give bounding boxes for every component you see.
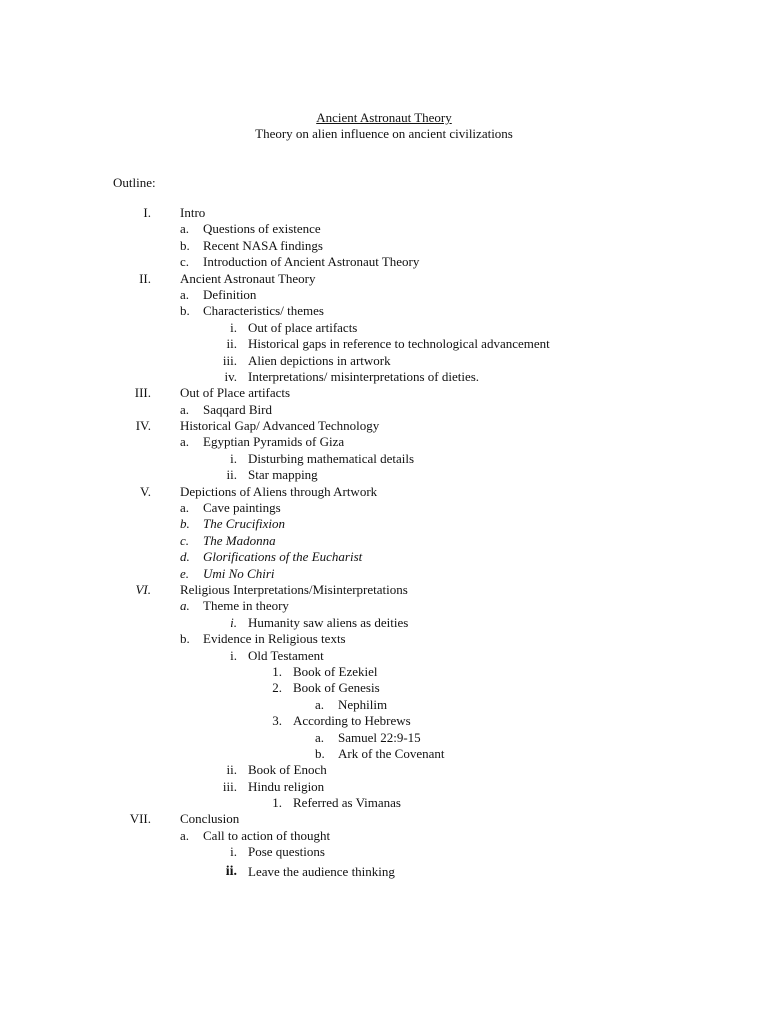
- outline-marker: V.: [140, 483, 151, 499]
- outline-item: [0, 451, 768, 467]
- outline-item: [0, 221, 768, 237]
- outline-marker: a.: [180, 401, 190, 417]
- outline-text: Nephilim: [338, 696, 388, 712]
- outline-text: The Madonna: [203, 532, 276, 548]
- outline-item: [0, 516, 768, 532]
- outline-marker: ii.: [226, 336, 237, 352]
- outline-marker: iii.: [222, 778, 237, 794]
- outline-text: Leave the audience thinking: [248, 863, 395, 879]
- outline-text: Theme in theory: [203, 598, 289, 614]
- outline-marker: a.: [180, 286, 190, 302]
- outline-item: [0, 762, 768, 778]
- outline-list: [0, 205, 768, 881]
- outline-marker: e.: [180, 565, 190, 581]
- outline-text: Interpretations/ misinterpretations of dieties.: [248, 368, 480, 384]
- outline-marker: ii.: [226, 467, 237, 483]
- outline-marker: VII.: [129, 811, 151, 827]
- outline-marker: II.: [139, 270, 151, 286]
- outline-item: [0, 598, 768, 614]
- outline-marker: I.: [143, 205, 151, 220]
- outline-marker: 1.: [272, 795, 282, 811]
- outline-item: [0, 664, 768, 680]
- outline-marker: a.: [180, 221, 190, 237]
- outline-marker: a.: [180, 827, 190, 843]
- outline-marker: b.: [180, 303, 190, 319]
- outline-label: Outline:: [113, 175, 156, 190]
- outline-marker: c.: [180, 532, 190, 548]
- outline-marker: b.: [180, 516, 190, 532]
- outline-text: The Crucifixion: [203, 516, 285, 532]
- outline-marker: a.: [315, 696, 325, 712]
- outline-text: Intro: [180, 205, 206, 220]
- outline-marker: ii.: [225, 863, 237, 879]
- outline-text: Call to action of thought: [203, 827, 331, 843]
- outline-marker: iv.: [224, 368, 237, 384]
- outline-marker: b.: [315, 745, 325, 761]
- outline-marker: a.: [180, 500, 190, 516]
- outline-item: [0, 484, 768, 500]
- outline-item: [0, 648, 768, 664]
- outline-text: Book of Enoch: [248, 762, 327, 778]
- outline-text: Introduction of Ancient Astronaut Theory: [203, 254, 420, 270]
- outline-text: Book of Genesis: [293, 680, 380, 696]
- outline-text: Characteristics/ themes: [203, 303, 324, 319]
- outline-item: [0, 566, 768, 582]
- outline-item: [0, 533, 768, 549]
- outline-item: [0, 418, 768, 434]
- outline-text: Star mapping: [248, 467, 318, 483]
- outline-item: [0, 549, 768, 565]
- outline-item: [0, 697, 768, 713]
- document-subtitle: Theory on alien influence on ancient civilizations: [255, 126, 513, 141]
- outline-marker: a.: [315, 729, 325, 745]
- outline-text: Historical gaps in reference to technological advancement: [248, 336, 550, 352]
- outline-item: [0, 615, 768, 631]
- outline-item: [0, 287, 768, 303]
- outline-text: Depictions of Aliens through Artwork: [180, 483, 378, 499]
- outline-item: [0, 238, 768, 254]
- outline-marker: VI.: [135, 581, 151, 597]
- outline-text: Pose questions: [248, 844, 325, 860]
- outline-marker: III.: [134, 385, 151, 401]
- outline-item: [0, 467, 768, 483]
- outline-marker: c.: [180, 254, 190, 270]
- outline-text: Book of Ezekiel: [293, 663, 378, 679]
- outline-marker: 3.: [272, 713, 282, 729]
- outline-item: [0, 861, 768, 881]
- outline-marker: a.: [180, 598, 190, 614]
- outline-item: [0, 779, 768, 795]
- outline-marker: IV.: [135, 418, 151, 434]
- outline-item: [0, 795, 768, 811]
- outline-text: Out of Place artifacts: [180, 385, 291, 401]
- outline-text: Recent NASA findings: [203, 237, 323, 253]
- outline-marker: i.: [230, 647, 237, 663]
- outline-text: Historical Gap/ Advanced Technology: [180, 418, 380, 434]
- outline-item: [0, 434, 768, 450]
- outline-item: [0, 730, 768, 746]
- outline-text: Disturbing mathematical details: [248, 450, 415, 466]
- document-title: Ancient Astronaut Theory: [316, 110, 452, 125]
- outline-marker: b.: [180, 237, 190, 253]
- outline-marker: a.: [180, 434, 190, 450]
- outline-text: Alien depictions in artwork: [248, 352, 391, 368]
- outline-item: [0, 320, 768, 336]
- outline-text: Hindu religion: [248, 778, 325, 794]
- outline-text: Glorifications of the Eucharist: [203, 549, 363, 565]
- outline-text: Ark of the Covenant: [338, 745, 445, 761]
- outline-text: Umi No Chiri: [203, 565, 275, 581]
- outline-text: Definition: [203, 286, 257, 302]
- outline-marker: b.: [180, 631, 190, 647]
- outline-item: [0, 713, 768, 729]
- outline-marker: iii.: [222, 352, 237, 368]
- outline-item: [0, 353, 768, 369]
- outline-item: [0, 369, 768, 385]
- outline-marker: d.: [180, 549, 190, 565]
- outline-marker: i.: [230, 319, 237, 335]
- outline-text: Referred as Vimanas: [293, 795, 401, 811]
- outline-marker: i.: [230, 844, 237, 860]
- outline-item: [0, 582, 768, 598]
- outline-text: Out of place artifacts: [248, 319, 358, 335]
- outline-text: Religious Interpretations/Misinterpretations: [180, 581, 408, 597]
- outline-marker: i.: [230, 450, 237, 466]
- outline-item: [0, 680, 768, 696]
- outline-item: [0, 336, 768, 352]
- outline-text: Ancient Astronaut Theory: [180, 270, 316, 286]
- outline-marker: 2.: [272, 680, 282, 696]
- outline-item: [0, 828, 768, 844]
- outline-marker: 1.: [272, 663, 282, 679]
- outline-text: Old Testament: [248, 647, 324, 663]
- outline-text: Conclusion: [180, 811, 240, 827]
- outline-item: [0, 811, 768, 827]
- outline-item: [0, 303, 768, 319]
- outline-text: Cave paintings: [203, 500, 281, 516]
- outline-item: [0, 205, 768, 221]
- outline-text: Egyptian Pyramids of Giza: [203, 434, 345, 450]
- outline-item: [0, 254, 768, 270]
- outline-text: Samuel 22:9-15: [338, 729, 421, 745]
- outline-text: Saqqard Bird: [203, 401, 272, 417]
- outline-item: [0, 385, 768, 401]
- outline-marker: i.: [230, 614, 237, 630]
- outline-item: [0, 500, 768, 516]
- outline-text: Questions of existence: [203, 221, 321, 237]
- outline-item: [0, 746, 768, 762]
- outline-item: [0, 271, 768, 287]
- outline-text: Evidence in Religious texts: [203, 631, 346, 647]
- outline-text: Humanity saw aliens as deities: [248, 614, 409, 630]
- outline-text: According to Hebrews: [293, 713, 411, 729]
- outline-marker: ii.: [226, 762, 237, 778]
- outline-item: [0, 402, 768, 418]
- outline-item: [0, 631, 768, 647]
- outline-item: [0, 844, 768, 860]
